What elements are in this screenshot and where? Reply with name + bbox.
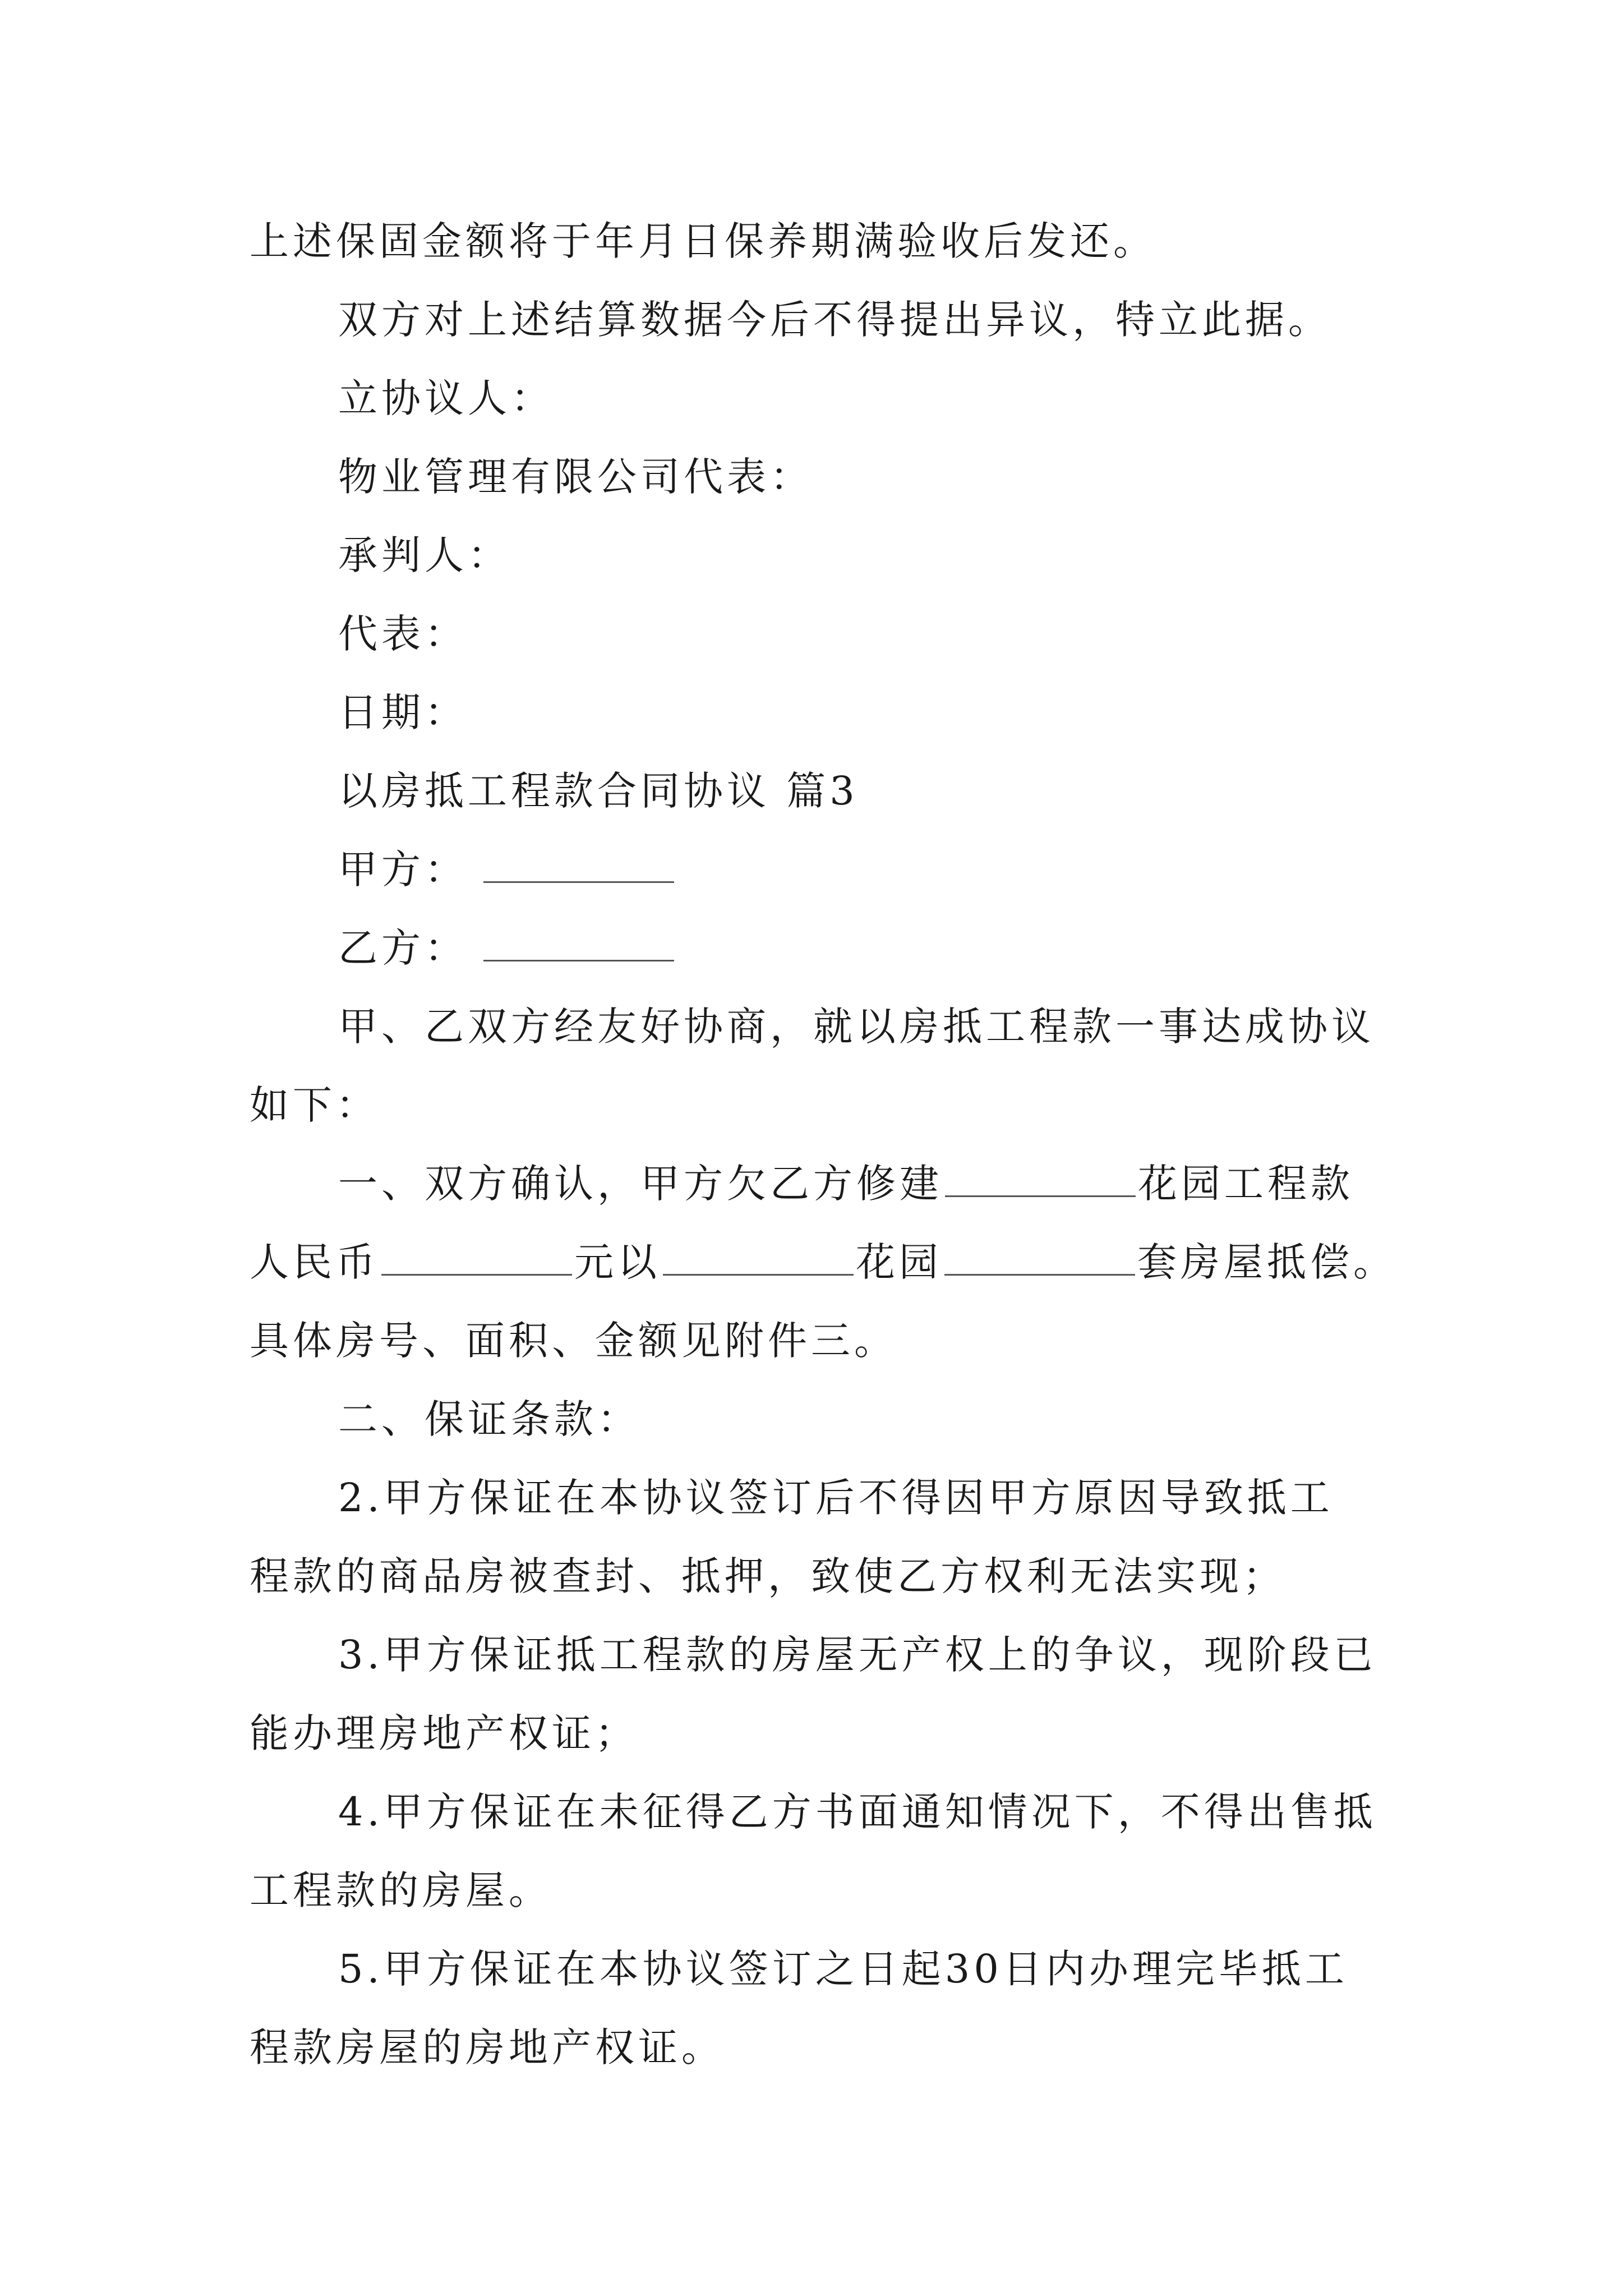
party-b-blank: [483, 925, 674, 961]
representative-label: 代表：: [338, 611, 468, 657]
party-a-blank: [483, 846, 674, 883]
clause-text: 元以: [574, 1239, 661, 1285]
party-b-label: 乙方：: [338, 925, 468, 971]
section-heading: 二、保证条款：: [338, 1396, 640, 1442]
paragraph-text: 4.甲方保证在未征得乙方书面通知情况下，不得出售抵: [338, 1789, 1377, 1835]
clause-text: 套房屋抵偿。: [1137, 1239, 1396, 1285]
clause-text: 花园工程款: [1138, 1161, 1354, 1207]
fill-blank: [381, 1239, 572, 1276]
document-body: [250, 202, 1394, 2087]
party-a-line: [250, 830, 1394, 909]
clause-text: 人民币: [250, 1239, 379, 1285]
signatory-label: 立协议人：: [338, 375, 554, 421]
clause-text: 花园: [856, 1239, 942, 1285]
party-a-label: 甲方：: [338, 846, 468, 892]
paragraph-text: 上述保固金额将于年月日保养期满验收后发还。: [250, 218, 1156, 264]
contractor-label: 承判人：: [338, 532, 511, 578]
paragraph-text: 双方对上述结算数据今后不得提出异议，特立此据。: [338, 297, 1331, 343]
paragraph-text: 如下：: [250, 1082, 379, 1128]
company-representative-label: 物业管理有限公司代表：: [338, 454, 813, 500]
date-label: 日期：: [338, 689, 468, 735]
clause-text: 一、双方确认，甲方欠乙方修建: [338, 1161, 943, 1207]
fill-blank: [944, 1239, 1135, 1276]
paragraph-text: 3.甲方保证抵工程款的房屋无产权上的争议，现阶段已: [338, 1632, 1377, 1678]
paragraph-text: 2.甲方保证在本协议签订后不得因甲方原因导致抵工: [338, 1475, 1334, 1521]
section-heading: 以房抵工程款合同协议 篇3: [338, 768, 859, 814]
paragraph-text: 程款的商品房被查封、抵押，致使乙方权利无法实现；: [250, 1553, 1286, 1599]
party-b-line: [250, 909, 1394, 987]
fill-blank: [663, 1239, 854, 1276]
paragraph-text: 5.甲方保证在本协议签订之日起30日内办理完毕抵工: [338, 1946, 1348, 1992]
paragraph-text: 甲、乙双方经友好协商，就以房抵工程款一事达成协议: [338, 1004, 1375, 1050]
clause-line: [250, 1223, 1394, 1301]
paragraph-text: 程款房屋的房地产权证。: [250, 2024, 725, 2070]
paragraph-text: 能办理房地产权证；: [250, 1710, 638, 1756]
paragraph-text: 工程款的房屋。: [250, 1867, 552, 1913]
clause-line: [250, 1144, 1394, 1223]
paragraph-text: 具体房号、面积、金额见附件三。: [250, 1318, 897, 1364]
fill-blank: [945, 1161, 1136, 1197]
